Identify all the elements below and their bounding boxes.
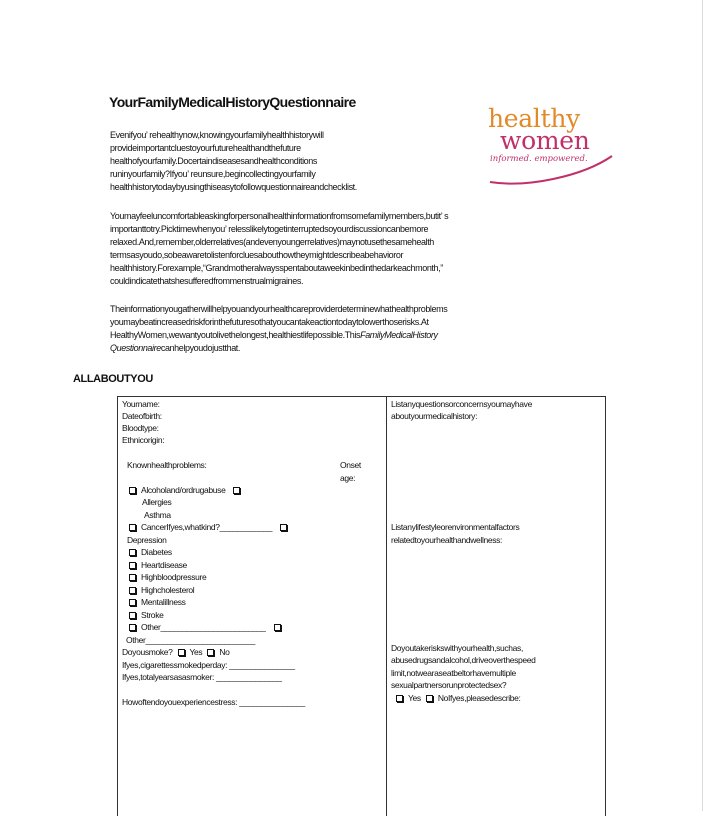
risk-question-line2: abusedrugsandalcohol,driveoverthespeed: [391, 655, 536, 665]
stress-field[interactable]: Howoftendoyouexperiencestress: _______________: [122, 697, 305, 707]
name-field[interactable]: Yourname:: [122, 399, 160, 409]
checkbox-row-cholesterol[interactable]: Highcholesterol: [129, 585, 194, 596]
section-title: ALLABOUTYOU: [73, 373, 153, 385]
checkbox-row-mental[interactable]: Mentalillness: [129, 597, 186, 608]
logo-word-healthy: healthy: [488, 104, 580, 133]
asthma-label: Asthma: [144, 510, 171, 520]
checkbox[interactable]: [129, 574, 136, 581]
intro-paragraph-3: Theinformationyougatherwillhelpyouandyourhealthcareproviderdeterminewhathealthproblems youmaybeatincreasedriskforinthefuturesothatyoucantakeactiontodaytolowerthoserisks.At HealthyWomen,wewantyoutolivethelongest,healthiestlifepossible.ThisFamilyMedicalHistory Questionnairecanhelpyoudojustthat.: [110, 304, 448, 353]
checkbox[interactable]: [129, 599, 136, 606]
logo-word-women: women: [500, 126, 590, 155]
other-field[interactable]: Other_________________________: [126, 635, 255, 645]
risk-no-checkbox[interactable]: [426, 695, 433, 702]
smoker-years-field[interactable]: Ifyes,totalyearsasasmoker: _______________: [122, 672, 282, 682]
page-title: YourFamilyMedicalHistoryQuestionnaire: [109, 94, 356, 110]
checkbox-row-other[interactable]: Other________________________: [129, 622, 286, 633]
questionnaire-form: [117, 396, 606, 816]
checkbox[interactable]: [129, 612, 136, 619]
checkbox[interactable]: [129, 549, 136, 556]
checkbox-row-alcohol[interactable]: Alcoholand/ordrugabuse: [129, 485, 245, 496]
checkbox[interactable]: [129, 487, 136, 494]
checkbox-row-cancer[interactable]: CancerIfyes,whatkind?____________: [129, 522, 292, 533]
questions-label-line1: Listanyquestionsorconcernsyoumayhave: [391, 399, 532, 409]
onset-checkbox[interactable]: [233, 487, 240, 494]
risk-yes-checkbox[interactable]: [396, 695, 403, 702]
checkbox-row-diabetes[interactable]: Diabetes: [129, 547, 172, 558]
smoke-no-checkbox[interactable]: [207, 649, 214, 656]
checkbox-row-bp[interactable]: Highbloodpressure: [129, 572, 206, 583]
checkbox[interactable]: [129, 562, 136, 569]
cigarettes-field[interactable]: Ifyes,cigarettessmokedperday: _______________: [122, 660, 295, 670]
risk-question-line1: Doyoutakeriskswithyourhealth,suchas,: [391, 643, 523, 653]
risk-question-line3: limit,notwearaseatbeltorhavemultiple: [391, 668, 516, 678]
checkbox[interactable]: [129, 587, 136, 594]
smoke-question[interactable]: Doyousmoke? Yes No: [122, 647, 230, 657]
intro-paragraph-2: Youmayfeeluncomfortableaskingforpersonalhealthinformationfromsomefamilymembers,butit’ s importanttotry.Picktimewhenyou’ relesslikelytogetinterruptedsoyourdiscussioncanbemore relaxed.And,remember,olderrelatives(andevenyoungerrelatives)maynotusethesamehealth termsasyoudo,sobeawaretolistenforcluesabouthowtheymightdescribeabehavioror healthhistory.Forexample,“Grandmotheralwaysspentaboutaweekinbedinthedarkeachmonth,” couldindicatethatshesufferedfrommenstrualmigraines.: [110, 211, 449, 286]
checkbox[interactable]: [129, 624, 136, 631]
depression-label: Depression: [127, 535, 167, 545]
blood-type-field[interactable]: Bloodtype:: [122, 423, 159, 433]
ethnic-origin-field[interactable]: Ethnicorigin:: [122, 435, 165, 445]
logo-tagline: informed. empowered.: [490, 154, 588, 164]
column-divider: [386, 396, 387, 816]
onset-age-label: age:: [340, 473, 356, 483]
checkbox[interactable]: [129, 524, 136, 531]
risk-question-line4: sexualpartnersorunprotectedsex?: [391, 680, 507, 690]
onset-checkbox[interactable]: [274, 624, 281, 631]
allergies-label: Allergies: [142, 497, 172, 507]
risk-answer-row[interactable]: Yes NoIfyes,pleasedescribe:: [396, 693, 521, 704]
checkbox-row-stroke[interactable]: Stroke: [129, 610, 163, 621]
intro-paragraph-1: Evenifyou’ rehealthynow,knowingyourfamilyhealthhistorywill provideimportantcluestoyourfuturehealthandthefuture healthofyourfamily.Docertaindiseasesandhealthconditions runinyourfamily?Ifyou’ reunsure,begincollectingyourfamily healthhistorytodaybyusingthiseasytofollowquestionnaireandchecklist.: [110, 130, 357, 192]
dob-field[interactable]: Dateofbirth:: [122, 411, 162, 421]
questions-label-line2: aboutyourmedicalhistory:: [391, 411, 478, 421]
known-problems-label: Knownhealthproblems:: [127, 460, 207, 470]
checkbox-row-heart[interactable]: Heartdisease: [129, 560, 187, 571]
onset-label: Onset: [340, 460, 361, 470]
lifestyle-label-line1: Listanylifestyleorenvironmentalfactors: [391, 522, 520, 532]
smoke-yes-checkbox[interactable]: [178, 649, 185, 656]
lifestyle-label-line2: relatedtoyourhealthandwellness:: [391, 535, 503, 545]
onset-checkbox[interactable]: [280, 524, 287, 531]
